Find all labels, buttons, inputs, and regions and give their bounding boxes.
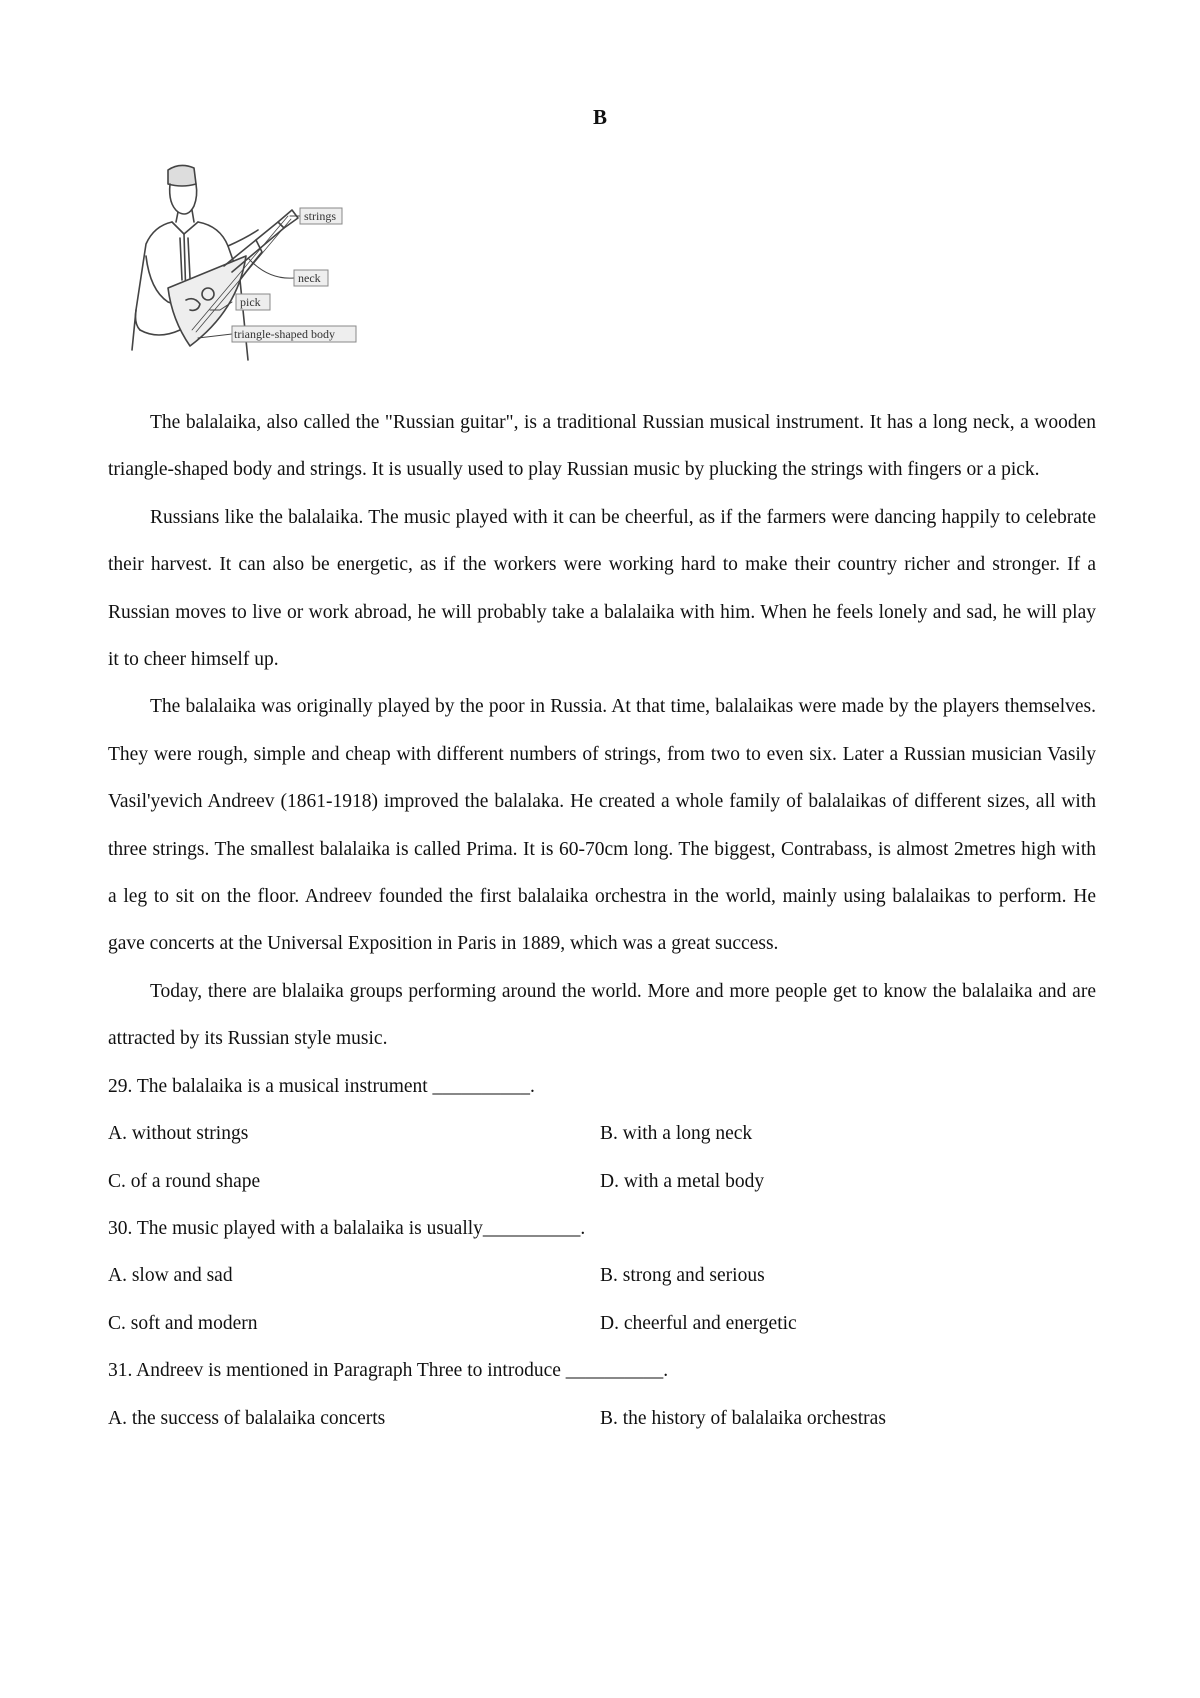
passage-paragraph: The balalaika, also called the "Russian guitar", is a traditional Russian musical instrument. It has a long neck, a wooden triangle-shaped body and strings. It is usually used to play Russian music by plucking the strings with fingers or a pick.: [108, 412, 1096, 481]
question-stem: 30. The music played with a balalaika is usually__________.: [108, 1217, 586, 1239]
option-row: [108, 1300, 1096, 1347]
question-stem: 29. The balalaika is a musical instrument __________.: [108, 1075, 535, 1097]
passage-paragraph: Russians like the balalaika. The music played with it can be cheerful, as if the farmers were dancing happily to celebrate their harvest. It can also be energetic, as if the workers were working hard to make their country richer and stronger. If a Russian moves to live or work abroad, he will probably take a balalaika with him. When he feels lonely and sad, he will play it to cheer himself up.: [108, 506, 1096, 671]
option-c: C. soft and modern: [108, 1312, 258, 1334]
option-a: A. slow and sad: [108, 1265, 233, 1287]
option-b: B. the history of balalaika orchestras: [600, 1407, 886, 1429]
passage-paragraph: Today, there are blalaika groups performing around the world. More and more people get to know the balalaika and are attracted by its Russian style music.: [108, 980, 1096, 1050]
reading-content: [108, 399, 1096, 1442]
body-label: triangle-shaped body: [234, 327, 335, 341]
option-row: [108, 1395, 1096, 1442]
option-d: D. with a metal body: [600, 1170, 765, 1192]
option-a: A. without strings: [108, 1123, 249, 1145]
section-heading: B: [592, 105, 607, 129]
option-b: B. with a long neck: [600, 1123, 753, 1145]
question-29: [108, 1063, 1096, 1205]
option-d: D. cheerful and energetic: [600, 1312, 797, 1334]
option-row: [108, 1158, 1096, 1205]
balalaika-illustration: [128, 160, 398, 375]
pick-label: pick: [240, 295, 261, 309]
option-row: [108, 1252, 1096, 1299]
strings-label: strings: [304, 209, 337, 223]
question-31: [108, 1347, 1096, 1442]
neck-label: neck: [298, 271, 321, 285]
option-b: B. strong and serious: [600, 1265, 765, 1287]
passage-paragraph: The balalaika was originally played by the poor in Russia. At that time, balalaikas were made by the players themselves. They were rough, simple and cheap with different numbers of strings, from two to even six. Later a Russian musician Vasily Vasil'yevich Andreev (1861-1918) improved the balalaka. He created a whole family of balalaikas of different sizes, all with three strings. The smallest balalaika is called Prima. It is 60-70cm long. The biggest, Contrabass, is almost 2metres high with a leg to sit on the floor. Andreev founded the first balalaika orchestra in the world, mainly using balalaikas to perform. He gave concerts at the Universal Exposition in Paris in 1889, which was a great success.: [108, 696, 1096, 955]
option-row: [108, 1110, 1096, 1157]
question-stem: 31. Andreev is mentioned in Paragraph Three to introduce __________.: [108, 1360, 669, 1382]
option-a: A. the success of balalaika concerts: [108, 1407, 386, 1429]
balalaika-player-drawing: [128, 160, 398, 375]
question-30: [108, 1205, 1096, 1347]
option-c: C. of a round shape: [108, 1170, 261, 1192]
